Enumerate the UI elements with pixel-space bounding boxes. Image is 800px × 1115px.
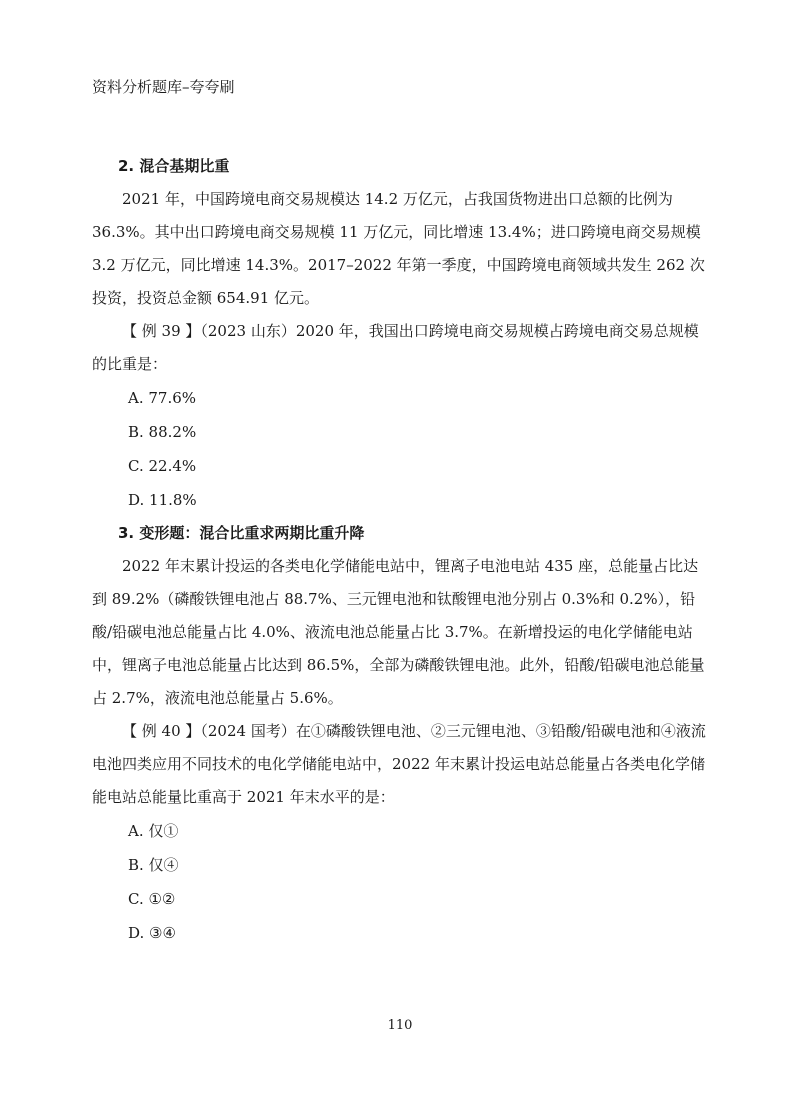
example-40-option-b: B. 仅④ [128,856,179,874]
example-39-option-a: A. 77.6% [128,389,197,407]
example-40-option-d: D. ③④ [128,924,176,942]
example-39-option-d: D. 11.8% [128,491,197,509]
example-40-option-c: C. ①② [128,890,176,908]
example-40-question: 【 例 40 】（2024 国考）在①磷酸铁锂电池、②三元锂电池、③铅酸/铅碳电池和④液流电池四类应用不同技术的电化学储能电站中，2022 年末累计投运电站总能量占各类电化学储能电站总能量比重高于 2021 年末水平的是： [92,722,706,806]
page-number: 110 [387,1018,413,1033]
section-3-title: 3. 变形题：混合比重求两期比重升降 [118,524,365,542]
example-39-option-b: B. 88.2% [128,423,197,441]
page-header-title: 资料分析题库–夸夸刷 [92,78,235,96]
section-2-title: 2. 混合基期比重 [118,157,230,175]
example-39-option-c: C. 22.4% [128,457,197,475]
example-39-question: 【 例 39 】（2023 山东）2020 年，我国出口跨境电商交易规模占跨境电商交易总规模的比重是： [92,322,699,373]
example-40-option-a: A. 仅① [128,822,179,840]
section-2-material: 2021 年，中国跨境电商交易规模达 14.2 万亿元，占我国货物进出口总额的比例为 36.3%。其中出口跨境电商交易规模 11 万亿元，同比增速 13.4%；进口跨境电商交易规模 3.2 万亿元，同比增速 14.3%。2017–2022 年第一季度，中国跨境电商领域共发生 262 次投资，投资总金额 654.91 亿元。 [92,190,705,307]
section-3-material: 2022 年末累计投运的各类电化学储能电站中，锂离子电池电站 435 座，总能量占比达到 89.2%（磷酸铁锂电池占 88.7%、三元锂电池和钛酸锂电池分别占 0.3%和 0.2%），铅酸/铅碳电池总能量占比 4.0%、液流电池总能量占比 3.7%。在新增投运的电化学储能电站中，锂离子电池总能量占比达到 86.5%，全部为磷酸铁锂电池。此外，铅酸/铅碳电池总能量占 2.7%，液流电池总能量占 5.6%。 [92,557,705,707]
page-content [92,150,712,950]
